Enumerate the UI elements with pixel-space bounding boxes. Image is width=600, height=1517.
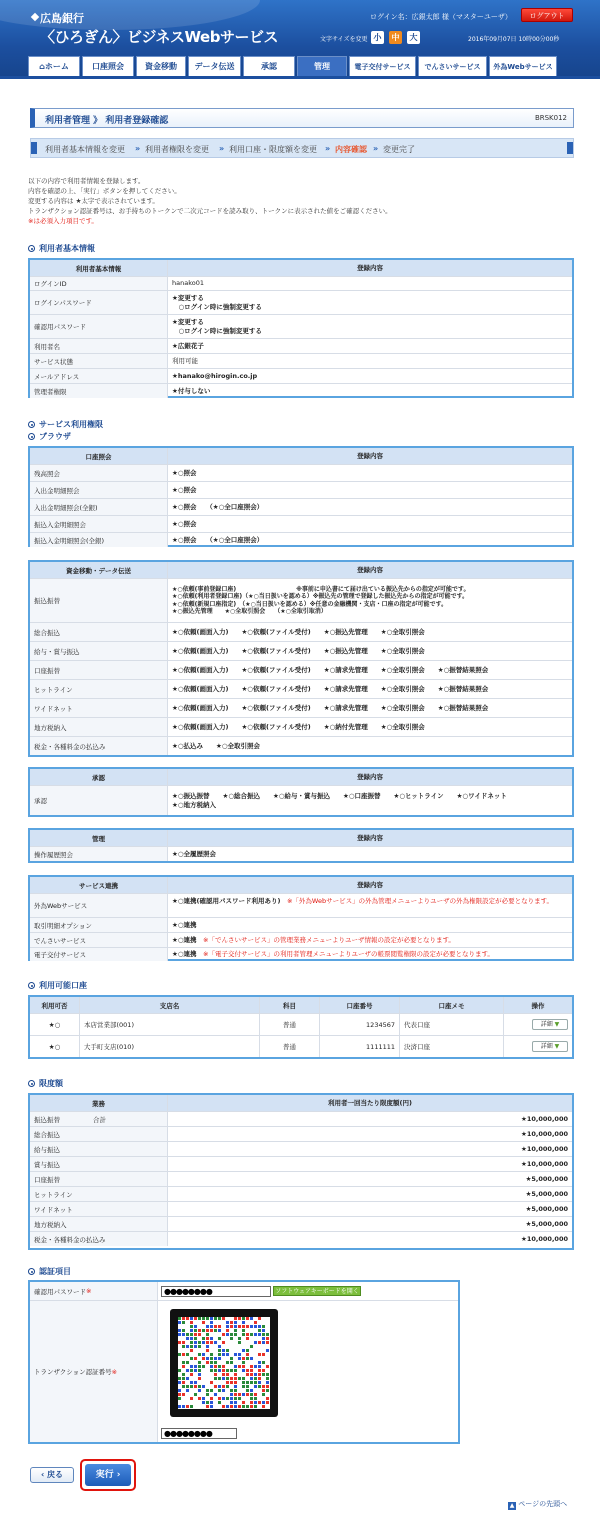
step-5: 変更完了 <box>383 145 415 154</box>
page-title: 利用者管理 》 利用者登録確認 <box>45 116 169 126</box>
column-header: 利用者一回当たり限度額(円) <box>328 1098 412 1107</box>
bullet-icon <box>28 1080 35 1087</box>
chevron-right-icon: › <box>113 1470 121 1480</box>
page-title-bar <box>30 108 574 128</box>
section-limits: 限度額 <box>28 1078 63 1089</box>
column-header: 資金移動・データ伝送 <box>30 562 168 578</box>
page-top-link[interactable]: ▲ ページの先頭へ <box>509 1500 568 1509</box>
table-row: 総合振込 ★○依頼(画面入力) ★○依頼(ファイル受付) ★○振込先管理 ★○全取引照会 <box>30 622 572 641</box>
table-row: 承認 ★○振込振替 ★○総合振込 ★○給与・賞与振込 ★○口座振替 ★○ヒットライン ★○ワイドネット ★○地方税納入 <box>30 785 572 815</box>
bank-name: 広島銀行 <box>40 12 84 25</box>
transaction-code-label: トランザクション認証番号 ※ <box>30 1301 158 1442</box>
table-row: 口座振替 ★○依頼(画面入力) ★○依頼(ファイル受付) ★○請求先管理 ★○全取引照会 ★○振替結果照会 <box>30 660 572 679</box>
table-row: 操作履歴照会 ★○全履歴照会 <box>30 846 572 861</box>
column-header: 利用者基本情報 <box>30 260 168 276</box>
column-header: 登録内容 <box>357 263 383 272</box>
table-row: ログインパスワード ★変更する ○ログイン時に強制変更する <box>30 290 572 314</box>
table-row: 電子交付サービス ★○連携 ※「電子交付サービス」の利用者管理メニューよりユーザの帳票閲覧権限の設定が必要となります。 <box>30 947 572 961</box>
font-size-label: 文字サイズを変更 <box>320 36 368 43</box>
execute-button[interactable]: 実行 › <box>85 1464 131 1486</box>
tab-account-inquiry[interactable]: 口座照会 <box>82 56 134 78</box>
table-row: 給与・賞与振込 ★○依頼(画面入力) ★○依頼(ファイル受付) ★○振込先管理 ★○全取引照会 <box>30 641 572 660</box>
screen-code: BRSK012 <box>534 114 567 122</box>
tab-management[interactable]: 管理 <box>297 56 347 78</box>
tab-home[interactable]: ⌂ホーム <box>28 56 80 78</box>
tab-data-transmission[interactable]: データ伝送 <box>188 56 241 78</box>
table-row: 外為Webサービス ★○連携(確認用パスワード利用あり) ※「外為Webサービス」の外為管理メニューよりユーザの外為権限設定が必要となります。 <box>30 893 572 917</box>
table-row: 管理者権限 ★付与しない <box>30 383 572 398</box>
chevron-down-icon: ▼ <box>554 1043 560 1050</box>
datetime: 2016年09月07日 10時00分00秒 <box>468 36 560 43</box>
intro-text: 変更する内容は ★太字で表示されています。 <box>28 197 159 205</box>
password-label: 確認用パスワード ※ <box>30 1282 158 1300</box>
execute-button-highlight <box>80 1459 136 1491</box>
management-permission-table <box>28 828 574 863</box>
table-row: 振込振替 合計 ★10,000,000 <box>30 1111 572 1126</box>
intro-text: 以下の内容で利用者情報を登録します。 <box>28 177 145 185</box>
transaction-2d-code <box>170 1309 278 1417</box>
software-keyboard-button[interactable]: ソフトウェアキーボードを開く <box>273 1286 361 1296</box>
progress-steps <box>30 138 574 158</box>
limits-table <box>28 1093 574 1250</box>
chevron-left-icon: ‹ <box>40 1470 48 1479</box>
back-button[interactable]: ‹ 戻る <box>30 1467 74 1483</box>
table-row: 利用者名 ★広銀花子 <box>30 338 572 353</box>
table-row: 地方税納入 ★○依頼(画面入力) ★○依頼(ファイル受付) ★○納付先管理 ★○全取引照会 <box>30 717 572 736</box>
step-arrow-icon: » <box>219 144 225 153</box>
bullet-icon <box>28 982 35 989</box>
table-row: ヒットライン ★○依頼(画面入力) ★○依頼(ファイル受付) ★○請求先管理 ★○全取引照会 ★○振替結果照会 <box>30 679 572 698</box>
basic-info-table <box>28 258 574 398</box>
table-row: ワイドネット ★○依頼(画面入力) ★○依頼(ファイル受付) ★○請求先管理 ★○全取引照会 ★○振替結果照会 <box>30 698 572 717</box>
column-header: 承認 <box>30 769 168 785</box>
table-row: 口座振替 ★5,000,000 <box>30 1171 572 1186</box>
chevron-down-icon: ▼ <box>554 1021 560 1028</box>
account-detail-button[interactable]: 詳細 ▼ <box>532 1019 568 1030</box>
column-header: 登録内容 <box>357 880 383 889</box>
steps-left-arrow-icon <box>31 142 37 154</box>
table-row: 税金・各種料金の払込み ★○払込み ★○全取引照会 <box>30 736 572 755</box>
column-header: 管理 <box>30 830 168 846</box>
confirm-password-input[interactable]: ●●●●●●●● <box>161 1286 271 1297</box>
column-header: 業務 <box>30 1095 168 1111</box>
section-available-accounts: 利用可能口座 <box>28 980 87 991</box>
step-arrow-icon: » <box>373 144 379 153</box>
step-3: 利用口座・限度額を変更 <box>229 145 317 154</box>
table-row: 取引明細オプション ★○連携 <box>30 917 572 932</box>
intro-text: トランザクション認証番号は、お手持ちのトークンで二次元コードを読み取り、トークンに表示された値をご確認ください。 <box>28 207 392 215</box>
approval-permission-table <box>28 767 574 817</box>
step-2: 利用者権限を変更 <box>145 145 209 154</box>
nav-underline <box>0 76 600 79</box>
table-row: 入出金明細照会 ★○照会 <box>30 481 572 498</box>
tab-approval[interactable]: 承認 <box>243 56 295 78</box>
table-row: ★○ 大手町支店(010) 普通 1111111 決済口座 詳細 ▼ <box>30 1035 572 1057</box>
column-header: 口座番号 <box>320 997 400 1013</box>
service-name: 〈ひろぎん〉ビジネスWebサービス <box>40 28 278 46</box>
tab-fund-transfer[interactable]: 資金移動 <box>136 56 186 78</box>
section-browser: ブラウザ <box>28 431 71 442</box>
section-basic-info: 利用者基本情報 <box>28 243 95 254</box>
available-accounts-table <box>28 995 574 1059</box>
column-header: 登録内容 <box>357 451 383 460</box>
table-row: 確認用パスワード ★変更する ○ログイン時に強制変更する <box>30 314 572 338</box>
steps-right-arrow-icon <box>567 142 573 154</box>
service-link-permission-table <box>28 875 574 961</box>
tab-e-delivery[interactable]: 電子交付サービス <box>349 56 416 78</box>
step-arrow-icon: » <box>325 144 331 153</box>
bullet-icon <box>28 433 35 440</box>
section-service-permissions: サービス利用権限 <box>28 419 103 430</box>
column-header: 操作 <box>531 1001 545 1010</box>
table-row: 振込入金明細照会(全銀) ★○照会 （★○全口座照会） <box>30 532 572 547</box>
required-note: ※は必須入力項目です。 <box>28 217 98 225</box>
step-4-current: 内容確認 <box>335 145 367 154</box>
table-row: 給与振込 ★10,000,000 <box>30 1141 572 1156</box>
table-row: 賞与振込 ★10,000,000 <box>30 1156 572 1171</box>
color-matrix-code <box>178 1317 270 1409</box>
table-row: ワイドネット ★5,000,000 <box>30 1201 572 1216</box>
fund-transfer-permission-table <box>28 560 574 757</box>
column-header: 支店名 <box>80 997 260 1013</box>
table-row: 振込振替 ★○依頼(事前登録口座) ※事前に申込書にて届け出ている振込先からの指定が可能です。 ★○依頼(利用者登録口座)（★○当日扱いを認める）※振込先の管理で登録した振込先からの指定が可能です。 ★○依頼(新規口座指定) （★○当日扱いを認める）※任意の金融機関・支店・口座の指定が可能です。 ★○振込先管理 ★○全取引照会 （★○全取引取消） <box>30 578 572 622</box>
table-row: ログインID hanako01 <box>30 276 572 290</box>
column-header: 登録内容 <box>357 833 383 842</box>
column-header: 口座メモ <box>400 997 504 1013</box>
arrow-up-icon: ▲ <box>509 1502 515 1509</box>
tab-densai[interactable]: でんさいサービス <box>418 56 487 78</box>
column-header: 口座照会 <box>30 448 168 464</box>
column-header: 登録内容 <box>357 565 383 574</box>
table-row: でんさいサービス ★○連携 ※「でんさいサービス」の管理業務メニューよりユーザ情報の設定が必要となります。 <box>30 932 572 947</box>
step-1: 利用者基本情報を変更 <box>45 145 125 154</box>
table-row: 入出金明細照会(全銀) ★○照会 （★○全口座照会） <box>30 498 572 515</box>
home-icon: ⌂ <box>39 62 45 71</box>
font-small-button[interactable]: 小 <box>371 31 384 44</box>
table-row: ★○ 本店営業部(001) 普通 1234567 代表口座 詳細 ▼ <box>30 1013 572 1035</box>
logout-button[interactable]: ログアウト <box>521 8 573 22</box>
login-name: ログイン名：広銀太郎 様（マスターユーザ） <box>370 13 512 21</box>
table-row: 振込入金明細照会 ★○照会 <box>30 515 572 532</box>
table-row: 総合振込 ★10,000,000 <box>30 1126 572 1141</box>
table-row: メールアドレス ★hanako@hirogin.co.jp <box>30 368 572 383</box>
table-row: 残高照会 ★○照会 <box>30 464 572 481</box>
column-header: 利用可否 <box>30 997 80 1013</box>
account-inquiry-permission-table <box>28 446 574 547</box>
table-row: サービス状態 利用可能 <box>30 353 572 368</box>
font-large-button[interactable]: 大 <box>407 31 420 44</box>
step-arrow-icon: » <box>135 144 141 153</box>
table-row: ヒットライン ★5,000,000 <box>30 1186 572 1201</box>
bullet-icon <box>28 1268 35 1275</box>
account-detail-button[interactable]: 詳細 ▼ <box>532 1041 568 1052</box>
tab-forex-web[interactable]: 外為Webサービス <box>489 56 557 78</box>
intro-text: 内容を確認の上、「実行」ボタンを押してください。 <box>28 187 181 195</box>
font-medium-button[interactable]: 中 <box>389 31 402 44</box>
column-header: 科目 <box>260 997 320 1013</box>
section-authentication: 認証項目 <box>28 1266 71 1277</box>
table-row: 税金・各種料金の払込み ★10,000,000 <box>30 1231 572 1246</box>
bullet-icon <box>28 421 35 428</box>
transaction-code-input[interactable]: ●●●●●●●● <box>161 1428 237 1439</box>
table-row: 地方税納入 ★5,000,000 <box>30 1216 572 1231</box>
column-header: 登録内容 <box>357 772 383 781</box>
bullet-icon <box>28 245 35 252</box>
column-header: サービス連携 <box>30 877 168 893</box>
